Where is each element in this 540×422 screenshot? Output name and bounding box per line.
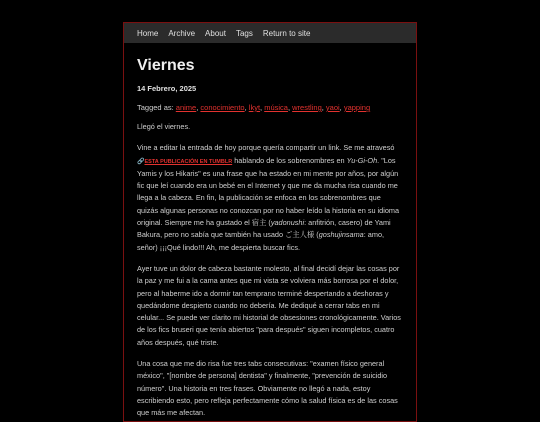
paragraph-text: hablando de los sobrenombres en: [232, 155, 347, 165]
paragraph-text: : anfitrión, casero) de Yami Bakura, pero no sabía que también ha usado ご主人様 (: [137, 218, 391, 240]
link-icon: 🔗: [137, 158, 145, 165]
emphasis-text: yadonushi: [270, 218, 305, 228]
nav-about-link[interactable]: About: [205, 28, 226, 38]
tag-link[interactable]: conocimiento: [200, 103, 245, 112]
nav-archive-link[interactable]: Archive: [168, 28, 196, 38]
tag-link[interactable]: música: [264, 103, 288, 112]
post-date: 14 Febrero, 2025: [137, 84, 197, 93]
emphasis-text: goshujinsama: [318, 230, 364, 240]
paragraph-text: Vine a editar la entrada de hoy porque quería compartir un link. Se me atravesó: [137, 143, 395, 153]
nav-home-link[interactable]: Home: [137, 28, 159, 38]
post-paragraph: Llegó el viernes.: [137, 122, 191, 131]
post-content: [124, 57, 416, 420]
post-paragraph: Una cosa que me dio risa fue tres tabs consecutivas: "examen físico general méxico", "[nombre de persona] dentista" y finalmente, "prevención de suicidio número". Una historia en tres frases. Obviamente no llegó a nada, estoy escribiendo esto, pero refleja perfectamente cómo la salud física es de las cosas que más me afectan.: [137, 359, 398, 418]
nav-tags-link[interactable]: Tags: [235, 28, 253, 38]
tag-link[interactable]: yapping: [343, 103, 371, 112]
post-title: Viernes: [137, 57, 195, 74]
post-paragraph: Ayer tuve un dolor de cabeza bastante molesto, al final decidí dejar las cosas por la paz y me fui a la cama antes que mi vista se volviera más borrosa por el dolor, pero al haberme ido a dormir tan temprano terminé despertando a deshoras y quedándome despierto cuando no debería. Me dediqué a cerrar tabs en mi celular... Se puede ver clarito mi historial de obsesiones cronológicamente. Varios de los fics bruseri que tenía abiertos "para después" siguen incompletos, cuatro años después, qué triste.: [137, 263, 401, 347]
post-tags: Tagged as: anime, conocimiento, lkyt, música, wrestling, yaoi, yapping: [137, 103, 371, 112]
paragraph-text: : amo, señor) ¡¡¡Qué lindo!!! Ah, me despierta buscar fics.: [137, 230, 385, 252]
emphasis-text: Yu-Gi-Oh: [346, 155, 378, 165]
top-nav: [124, 23, 416, 43]
tag-link[interactable]: lkyt: [248, 103, 261, 112]
tumblr-post-link[interactable]: ESTA PUBLICACIÓN EN TUMBLR: [144, 158, 233, 165]
blog-frame: [123, 22, 417, 422]
nav-return-link[interactable]: Return to site: [262, 28, 311, 38]
tag-link[interactable]: wrestling: [292, 103, 322, 112]
tagged-label: Tagged as:: [137, 103, 174, 112]
tag-link[interactable]: anime: [175, 103, 197, 112]
post-paragraph: [137, 142, 403, 254]
paragraph-text: . "Los Yamis y los Hikaris" es una frase que ha estado en mi mente por años, por algún fic que leí cuando era un bebé en el Internet y que me da mucha risa cuando me llega a la cabeza. En fin, la publicación se enfoca en los sobrenombres que quizás algunas personas no conozcan por no haber leído la historia en su idioma original. Siempre me ha gustado el 宿主 (: [137, 155, 400, 228]
tag-link[interactable]: yaoi: [325, 103, 340, 112]
